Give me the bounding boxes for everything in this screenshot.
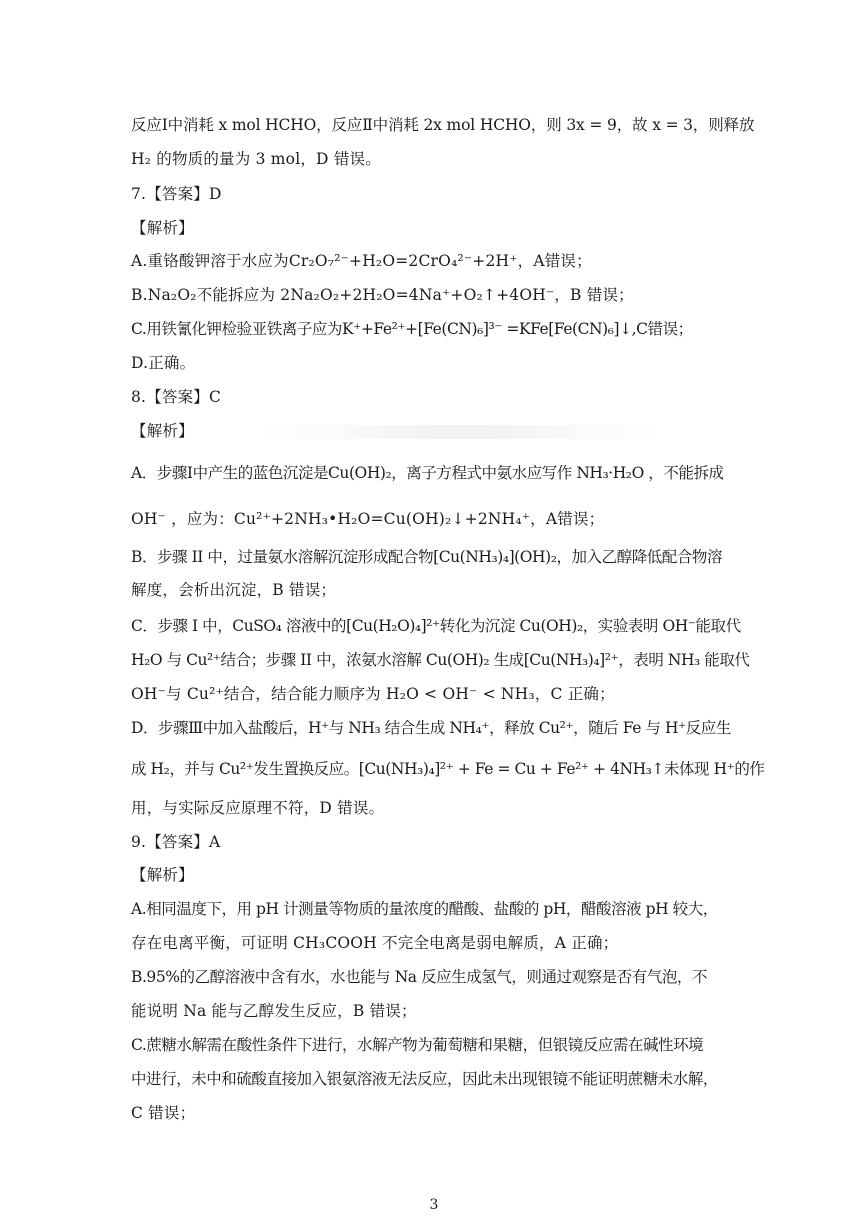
text-line: C 错误； [131, 1104, 196, 1122]
text-line: OH⁻与 Cu²⁺结合，结合能力顺序为 H₂O < OH⁻ < NH₃，C 正确； [131, 685, 615, 703]
text-line: A.重铬酸钾溶于水应为Cr₂O₇²⁻+H₂O=2CrO₄²⁻+2H⁺，A错误； [131, 252, 592, 270]
text-line: C．步骤 I 中，CuSO₄ 溶液中的[Cu(H₂O)₄]²⁺转化为沉淀 Cu(OH)₂，实验表明 OH⁻能取代 [131, 617, 741, 635]
text-line: C.蔗糖水解需在酸性条件下进行，水解产物为葡萄糖和果糖，但银镜反应需在碱性环境 [131, 1036, 704, 1054]
text-line: OH⁻ ，应为：Cu²⁺+2NH₃•H₂O=Cu(OH)₂↓+2NH₄⁺，A错误； [131, 510, 605, 528]
answer-heading-8: 8.【答案】C [131, 388, 222, 406]
analysis-heading-8: 【解析】 [131, 422, 194, 440]
text-line: 能说明 Na 能与乙醇发生反应，B 错误； [131, 1002, 417, 1020]
text-line: H₂O 与 Cu²⁺结合；步骤 II 中，浓氨水溶解 Cu(OH)₂ 生成[Cu(NH₃)₄]²⁺，表明 NH₃ 能取代 [131, 651, 750, 669]
text-line: 反应Ⅰ中消耗 x mol HCHO，反应Ⅱ中消耗 2x mol HCHO，则 3x = 9，故 x = 3，则释放 [131, 116, 755, 134]
text-line: 解度，会析出沉淀，B 错误； [131, 581, 337, 599]
text-line: A.相同温度下，用 pH 计测量等物质的量浓度的醋酸、盐酸的 pH，醋酸溶液 pH 较大， [131, 900, 718, 918]
text-line: B.Na₂O₂不能拆应为 2Na₂O₂+2H₂O=4Na⁺+O₂↑+4OH⁻，B 错误； [131, 286, 634, 304]
answer-heading-7: 7.【答案】D [131, 185, 222, 203]
text-line: C.用铁氰化钾检验亚铁离子应为K⁺+Fe²⁺+[Fe(CN)₆]³⁻ =KFe[Fe(CN)₆]↓,C错误； [131, 320, 693, 338]
page-number: 3 [429, 1197, 439, 1213]
text-line: 成 H₂，并与 Cu²⁺发生置换反应。[Cu(NH₃)₄]²⁺ + Fe = Cu + Fe²⁺ + 4NH₃↑未体现 H⁺的作 [131, 760, 765, 778]
text-line: B.95%的乙醇溶液中含有水，水也能与 Na 反应生成氢气，则通过观察是否有气泡，不 [131, 968, 708, 986]
text-line: 存在电离平衡，可证明 CH₃COOH 不完全电离是弱电解质，A 正确； [131, 934, 619, 952]
text-line: D.正确。 [131, 354, 196, 372]
text-line: H₂ 的物质的量为 3 mol，D 错误。 [131, 150, 381, 168]
text-line: D．步骤Ⅲ中加入盐酸后，H⁺与 NH₃ 结合生成 NH₄⁺，释放 Cu²⁺，随后 Fe 与 H⁺反应生 [131, 719, 731, 737]
analysis-heading-9: 【解析】 [131, 866, 194, 884]
answer-heading-9: 9.【答案】A [131, 833, 221, 851]
text-line: 中进行，未中和硫酸直接加入银氨溶液无法反应，因此未出现银镜不能证明蔗糖未水解， [131, 1070, 718, 1088]
analysis-heading-7: 【解析】 [131, 219, 194, 237]
text-line: B．步骤 II 中，过量氨水溶解沉淀形成配合物[Cu(NH₃)₄](OH)₂，加入乙醇降低配合物溶 [131, 548, 723, 566]
text-line: A．步骤Ⅰ中产生的蓝色沉淀是Cu(OH)₂，离子方程式中氨水应写作 NH₃·H₂O ，不能拆成 [131, 464, 724, 482]
text-line: 用，与实际反应原理不符，D 错误。 [131, 799, 385, 817]
